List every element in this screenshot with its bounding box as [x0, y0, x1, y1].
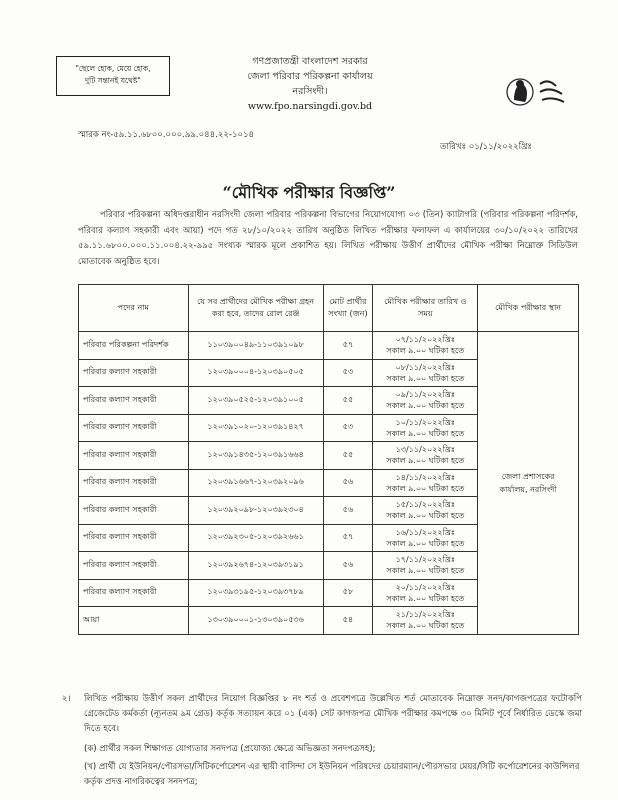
count-cell: ৫৫ — [323, 387, 373, 415]
requirement-item-kha: (খ) প্রার্থী যে ইউনিয়ন/পৌরসভা/সিটিকর্পোরেশন এর স্থায়ী বাসিন্দা সে ইউনিয়ন পরিষদের চেয়ারম্যান/পৌরসভার মেয়র/সিটি কর্পোরেশনের কাউন্সিলর কর্তৃক প্রদত্ত নাগরিকত্বের সনদপত্র; — [84, 762, 580, 787]
interview-schedule-table — [78, 284, 579, 635]
table-header-row — [79, 285, 579, 332]
time-text: সকাল ৯.০০ ঘটিকা হতে — [386, 566, 465, 576]
date-text: ১৪/১১/২০২২খ্রিঃ — [395, 472, 456, 482]
header-date-time: মৌখিক পরীক্ষার তারিখ ও সময় — [373, 285, 478, 332]
roll-cell: ১২০৩৯২৬৭৪-১২০৩৯৩১৯১ — [188, 552, 323, 580]
govt-name: গণপ্রজাতন্ত্রী বাংলাদেশ সরকার — [252, 56, 368, 67]
date-text: ১৬/১১/২০২২খ্রিঃ — [395, 527, 456, 537]
slogan-line-2: দুটি সন্তানই যথেষ্ট" — [85, 76, 141, 85]
date-text: ০৮/১১/২০২২খ্রিঃ — [395, 362, 456, 372]
roll-cell: ১২০৩৯১৪৩৫-১২০৩৯১৬৬৪ — [188, 442, 323, 470]
post-cell: পরিবার কল্যাণ সহকারী — [79, 414, 189, 442]
count-cell: ৫৭ — [323, 524, 373, 552]
count-cell: ৫৫ — [323, 442, 373, 470]
post-cell: পরিবার কল্যাণ সহকারী — [79, 552, 189, 580]
post-cell: পরিবার পরিকল্পনা পরিদর্শক — [79, 332, 189, 360]
date-cell — [373, 359, 478, 387]
roll-cell: ১৩০৩৯০০০১-১৩০৩৯০৫৩৬ — [188, 607, 323, 635]
count-cell: ৫৮ — [323, 579, 373, 607]
date-cell — [373, 579, 478, 607]
post-cell: পরিবার কল্যাণ সহকারী — [79, 387, 189, 415]
date-text: ০৯/১১/২০২২খ্রিঃ — [395, 390, 456, 400]
issue-date: তারিখঃ ০১/১১/২০২২খ্রিঃ — [440, 142, 532, 152]
date-text: ১৭/১১/২০২২খ্রিঃ — [395, 555, 456, 565]
date-cell — [373, 442, 478, 470]
time-text: সকাল ৯.০০ ঘটিকা হতে — [386, 511, 465, 521]
time-text: সকাল ৯.০০ ঘটিকা হতে — [386, 483, 465, 493]
time-text: সকাল ৯.০০ ঘটিকা হতে — [386, 538, 465, 548]
requirement-item-ka: (ক) প্রার্থীর সকল শিক্ষাগত যোগ্যতার সনদপত্র (প্রযোজ্য ক্ষেত্রে অভিজ্ঞতা সনদপত্রসহ); — [84, 744, 376, 754]
post-cell: পরিবার কল্যাণ সহকারী — [79, 442, 189, 470]
count-cell: ৫৬ — [323, 469, 373, 497]
count-cell: ৫৭ — [323, 332, 373, 360]
roll-cell: ১২০৩৯৩১৯৫-১২০৩৯৩৭৮৯ — [188, 579, 323, 607]
time-text: সকাল ৯.০০ ঘটিকা হতে — [386, 456, 465, 466]
date-cell — [373, 387, 478, 415]
post-cell: পরিবার কল্যাণ সহকারী — [79, 524, 189, 552]
website-link[interactable]: www.fpo.narsingdi.gov.bd — [247, 101, 373, 112]
date-cell — [373, 524, 478, 552]
table-row — [79, 332, 579, 360]
roll-cell: ১২০৩৯০৫২৫-১২০৩৯১০০৫ — [188, 387, 323, 415]
notice-title: “মৌখিক পরীক্ষার বিজ্ঞপ্তি” — [222, 183, 396, 202]
instruction-note — [62, 692, 582, 737]
mujib-borsho-emblem-icon — [506, 72, 578, 110]
count-cell: ৫৩ — [323, 414, 373, 442]
count-cell: ৫৪ — [323, 607, 373, 635]
note-number: ২। — [62, 694, 71, 704]
date-cell — [373, 497, 478, 525]
date-text: ২১/১১/২০২২খ্রিঃ — [395, 610, 456, 620]
time-text: সকাল ৯.০০ ঘটিকা হতে — [386, 621, 465, 631]
slogan-line-1: "ছেলে হোক, মেয়ে হোক, — [75, 64, 151, 73]
note-text: লিখিত পরীক্ষায় উত্তীর্ণ সকল প্রার্থীদের নিয়োগ বিজ্ঞপ্তির ৮ নং শর্ত ও প্রবেশপত্রে উল্লেখিত শর্ত মোতাবেক নিম্নোক্ত সনদ/কাগজপত্রের ফটোকপি গ্রেজেটেড কর্মকর্তা (ন্যূনতম ৯ম গ্রেড) কর্তৃক সত্যায়ন করে ০১ (এক) সেট কাগজপত্র মৌখিক পরীক্ষার কমপক্ষে ৩০ মিনিট পূর্বে নির্ধারিত ডেস্কে জমা দিতে হবে। — [84, 694, 582, 734]
post-cell: পরিবার কল্যাণ সহকারী — [79, 579, 189, 607]
time-text: সকাল ৯.০০ ঘটিকা হতে — [386, 346, 465, 356]
header-candidate-count: মোট প্রার্থীর সংখ্যা (জন) — [323, 285, 373, 332]
roll-cell: ১১০৩৯০০৪৯-১১০৩৯১০৯৮ — [188, 332, 323, 360]
date-cell — [373, 414, 478, 442]
post-cell: পরিবার কল্যাণ সহকারী — [79, 497, 189, 525]
roll-cell: ১২০৩৯০০০৪-১২০৩৯০৫০৫ — [188, 359, 323, 387]
time-text: সকাল ৯.০০ ঘটিকা হতে — [386, 401, 465, 411]
header-venue: মৌখিক পরীক্ষার স্থান — [478, 285, 579, 332]
memo-number: স্মারক নং-৫৯.১১.৬৮০০.০০০.৯৯.০৪৪.২২-১০১৪ — [78, 130, 255, 140]
header-roll-range: যে সব প্রার্থীদের মৌখিক পরীক্ষা গ্রহন করা হবে, তাদের রোল রেঞ্জ — [188, 285, 323, 332]
post-cell: পরিবার কল্যাণ সহকারী — [79, 469, 189, 497]
time-text: সকাল ৯.০০ ঘটিকা হতে — [386, 593, 465, 603]
time-text: সকাল ৯.০০ ঘটিকা হতে — [386, 373, 465, 383]
slogan-box — [56, 56, 170, 96]
district-name: নরসিংদী। — [292, 86, 328, 97]
roll-cell: ১২০৩৯১৬৬৭-১২০৩৯২০৯৬ — [188, 469, 323, 497]
date-text: ১৫/১১/২০২২খ্রিঃ — [395, 500, 456, 510]
letterhead — [180, 54, 440, 114]
date-cell — [373, 552, 478, 580]
roll-cell: ১২০৩৯১০২০-১২০৩৯১৪২৭ — [188, 414, 323, 442]
venue-line-2: কার্যালয়, নরসিংদী — [499, 484, 557, 494]
count-cell: ৫৩ — [323, 359, 373, 387]
date-cell — [373, 469, 478, 497]
date-text: ২০/১১/২০২২খ্রিঃ — [395, 582, 456, 592]
office-name: জেলা পরিবার পরিকল্পনা কার্যালয় — [247, 71, 373, 82]
header-post: পদের নাম — [79, 285, 189, 332]
venue-cell — [478, 332, 579, 635]
date-cell — [373, 607, 478, 635]
date-cell — [373, 332, 478, 360]
date-text: ০৭/১১/২০২২খ্রিঃ — [395, 335, 456, 345]
roll-cell: ১২০৩৯২৩০৫-১২০৩৯২৬৬১ — [188, 524, 323, 552]
date-text: ১০/১১/২০২২খ্রিঃ — [395, 417, 456, 427]
count-cell: ৫৬ — [323, 497, 373, 525]
time-text: সকাল ৯.০০ ঘটিকা হতে — [386, 428, 465, 438]
date-text: ১৩/১১/২০২২খ্রিঃ — [395, 445, 456, 455]
post-cell: আয়া — [79, 607, 189, 635]
count-cell: ৫৬ — [323, 552, 373, 580]
venue-line-1: জেলা প্রশাসকের — [501, 471, 555, 481]
intro-paragraph: পরিবার পরিকল্পনা অধিদপ্তরাধীন নরসিংদী জেলা পরিবার পরিকল্পনা বিভাগের নিয়োগযোগ্য ০৩ (তিন) ক্যাটাগরি (পরিবার পরিকল্পনা পরিদর্শক, পরিবার কল্যাণ সহকারী এবং আয়া) পদে গত ২৮/১০/২০২২ তারিখ অনুষ্ঠিত লিখিত পরীক্ষার ফলাফল এ কার্যালয়ের ৩০/১০/২০২২ তারিখের ৫৯.১১.৬৮০০.০০০.১১.০০৪.২২-৯৯৫ সংখ্যক স্মারক মূলে প্রকাশিত হয়। লিখিত পরীক্ষায় উত্তীর্ণ প্রার্থীদের মৌখিক পরীক্ষা নিম্নোক্ত সিডিউল মোতাবেক অনুষ্ঠিত হবে। — [78, 210, 578, 267]
post-cell: পরিবার কল্যাণ সহকারী — [79, 359, 189, 387]
roll-cell: ১২০৩৯২০৯৮-১২০৩৯২৩০৪ — [188, 497, 323, 525]
